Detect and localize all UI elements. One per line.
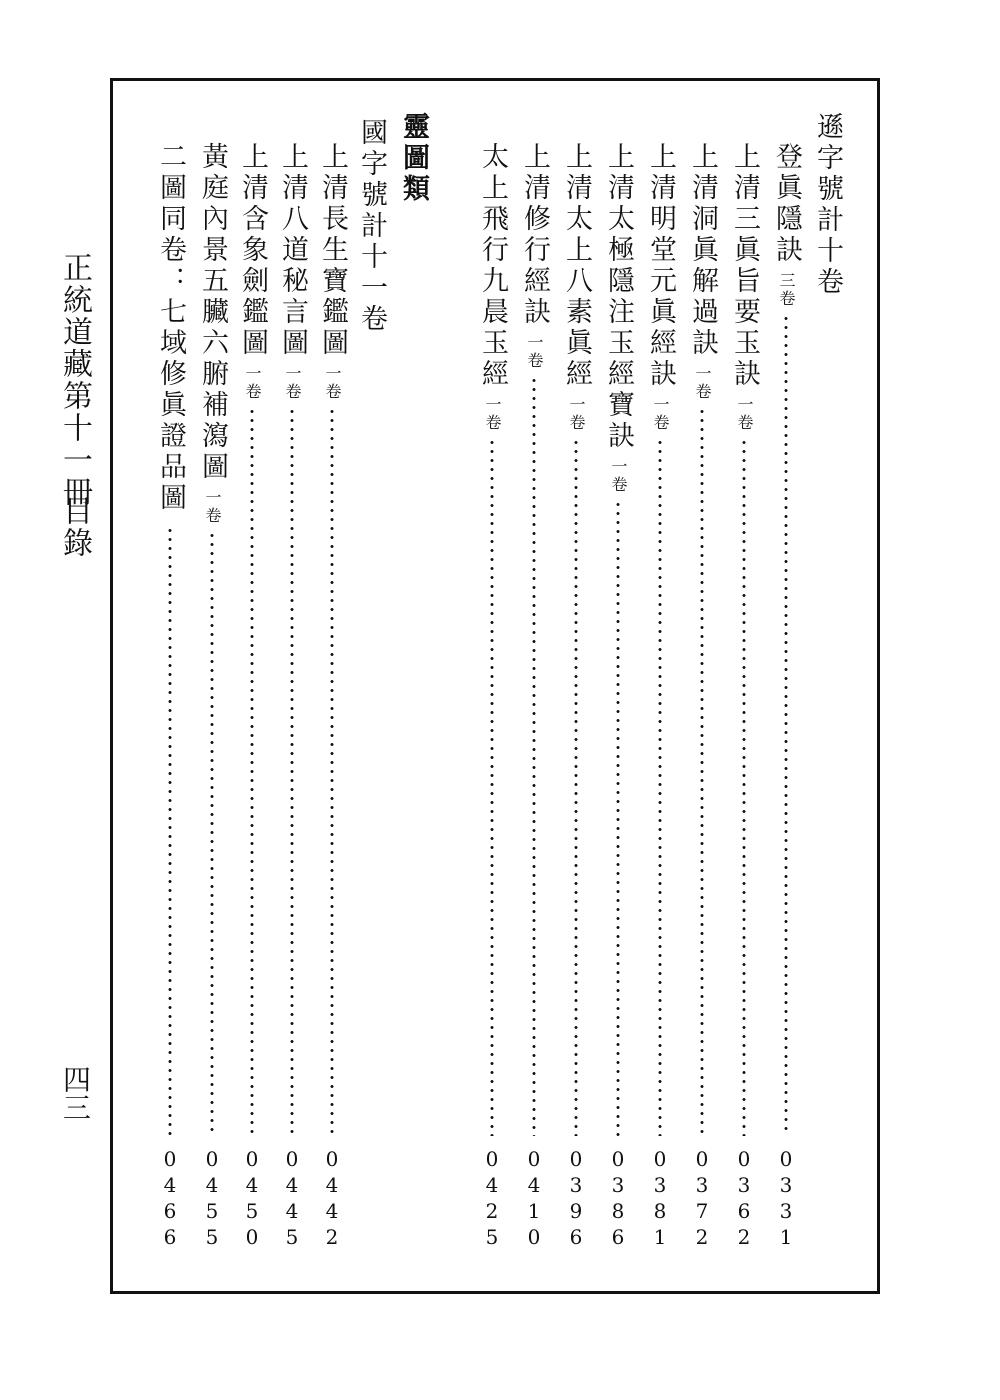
page-digit: 1 [527, 1199, 541, 1223]
category-header: 靈圖類 [398, 112, 429, 205]
page-digit: 1 [779, 1225, 793, 1249]
entry-page [696, 1146, 709, 1250]
entry-count: 一卷 [609, 458, 628, 494]
page-number: 四三 [59, 1065, 92, 1121]
page-digit: 4 [163, 1173, 177, 1197]
entry-title: 上清太極隱注玉經寶訣 [603, 142, 634, 452]
page-digit: 0 [779, 1147, 793, 1171]
toc-entry[interactable] [312, 142, 352, 1250]
leader-dots [784, 314, 788, 1136]
entry-page [570, 1146, 583, 1250]
entry-count: 一卷 [651, 396, 670, 432]
page-digit: 4 [205, 1173, 219, 1197]
entry-page [654, 1146, 667, 1250]
page-digit: 4 [285, 1173, 299, 1197]
leader-dots [290, 407, 294, 1136]
page-digit: 8 [611, 1199, 625, 1223]
page-digit: 5 [285, 1225, 299, 1249]
entry-title: 黃庭內景五臟六腑補瀉圖 [197, 142, 228, 483]
page-digit: 5 [245, 1199, 259, 1223]
page-digit: 7 [695, 1199, 709, 1223]
section-label: 目錄 [57, 495, 92, 559]
leader-dots [490, 438, 494, 1136]
page-digit: 4 [245, 1173, 259, 1197]
page-digit: 0 [527, 1147, 541, 1171]
group-header-xun: 遜字號計十卷 [812, 112, 843, 298]
toc-entry[interactable] [150, 142, 190, 1250]
entry-title: 上清太上八素眞經 [561, 142, 592, 390]
page-digit: 3 [611, 1173, 625, 1197]
entry-count: 一卷 [243, 365, 262, 401]
page-digit: 4 [325, 1173, 339, 1197]
entry-title: 上清長生寶鑑圖 [317, 142, 348, 359]
entry-count: 一卷 [483, 396, 502, 432]
leader-dots [658, 438, 662, 1136]
page-digit: 6 [611, 1225, 625, 1249]
page-digit: 5 [205, 1199, 219, 1223]
page-digit: 0 [611, 1147, 625, 1171]
page-digit: 0 [653, 1147, 667, 1171]
page-digit: 1 [653, 1225, 667, 1249]
entry-page [164, 1146, 177, 1250]
entry-count: 三卷 [777, 272, 796, 308]
page-digit: 0 [569, 1147, 583, 1171]
toc-entry[interactable] [682, 142, 722, 1250]
entry-page [612, 1146, 625, 1250]
entry-count: 一卷 [693, 365, 712, 401]
entry-page [486, 1146, 499, 1250]
entry-title: 太上飛行九晨玉經 [477, 142, 508, 390]
leader-dots [330, 407, 334, 1136]
entry-title: 上清八道秘言圖 [277, 142, 308, 359]
leader-dots [574, 438, 578, 1136]
entry-title: 上清明堂元眞經訣 [645, 142, 676, 390]
page-digit: 6 [163, 1225, 177, 1249]
entry-count: 一卷 [735, 396, 754, 432]
page-digit: 4 [527, 1173, 541, 1197]
entry-page [326, 1146, 339, 1250]
page-digit: 0 [527, 1225, 541, 1249]
page-digit: 0 [737, 1147, 751, 1171]
toc-entry[interactable] [556, 142, 596, 1250]
page-digit: 2 [325, 1225, 339, 1249]
page-digit: 2 [695, 1225, 709, 1249]
group-header-guo: 國字號計十一卷 [356, 118, 387, 335]
page-digit: 3 [779, 1199, 793, 1223]
entry-title: 上清修行經訣 [519, 142, 550, 328]
leader-dots [210, 531, 214, 1136]
toc-entry[interactable] [514, 142, 554, 1250]
page-digit: 4 [325, 1199, 339, 1223]
entry-page [528, 1146, 541, 1250]
page-digit: 0 [485, 1147, 499, 1171]
page-digit: 2 [485, 1199, 499, 1223]
entry-title: 登眞隱訣 [771, 142, 802, 266]
entry-page [780, 1146, 793, 1250]
leader-dots [700, 407, 704, 1136]
page-digit: 0 [695, 1147, 709, 1171]
leader-dots [532, 376, 536, 1136]
page-digit: 3 [737, 1173, 751, 1197]
entry-title: 上清三眞旨要玉訣 [729, 142, 760, 390]
page-digit: 6 [163, 1199, 177, 1223]
entry-page [246, 1146, 259, 1250]
page-digit: 3 [653, 1173, 667, 1197]
page-digit: 5 [485, 1225, 499, 1249]
toc-entry[interactable] [598, 142, 638, 1250]
page-digit: 6 [569, 1225, 583, 1249]
toc-entry[interactable] [640, 142, 680, 1250]
toc-entry[interactable] [272, 142, 312, 1250]
entry-count: 一卷 [323, 365, 342, 401]
leader-dots [168, 526, 172, 1136]
entry-title: 二圖同卷：七域修眞證品圖 [155, 142, 186, 514]
page-digit: 0 [245, 1147, 259, 1171]
toc-entry[interactable] [766, 142, 806, 1250]
entry-count: 一卷 [525, 334, 544, 370]
entry-count: 一卷 [283, 365, 302, 401]
toc-entry[interactable] [724, 142, 764, 1250]
page-digit: 3 [779, 1173, 793, 1197]
page-digit: 6 [737, 1199, 751, 1223]
toc-entry[interactable] [472, 142, 512, 1250]
leader-dots [742, 438, 746, 1136]
page-digit: 5 [205, 1225, 219, 1249]
page-digit: 4 [485, 1173, 499, 1197]
entry-page [206, 1146, 219, 1250]
page-digit: 4 [285, 1199, 299, 1223]
page-digit: 0 [245, 1225, 259, 1249]
entry-page [286, 1146, 299, 1250]
page-digit: 0 [325, 1147, 339, 1171]
entry-count: 一卷 [203, 489, 222, 525]
page-digit: 0 [163, 1147, 177, 1171]
entry-title: 上清洞眞解過訣 [687, 142, 718, 359]
volume-title: 正統道藏第十一冊 [57, 252, 92, 508]
entry-title: 上清含象劍鑑圖 [237, 142, 268, 359]
toc-entry[interactable] [232, 142, 272, 1250]
page-digit: 0 [205, 1147, 219, 1171]
toc-entry[interactable] [192, 142, 232, 1250]
page-digit: 0 [285, 1147, 299, 1171]
entry-count: 一卷 [567, 396, 586, 432]
page-digit: 9 [569, 1199, 583, 1223]
leader-dots [250, 407, 254, 1136]
leader-dots [616, 500, 620, 1136]
page-digit: 8 [653, 1199, 667, 1223]
page-digit: 3 [695, 1173, 709, 1197]
page-digit: 2 [737, 1225, 751, 1249]
entry-page [738, 1146, 751, 1250]
page-digit: 3 [569, 1173, 583, 1197]
